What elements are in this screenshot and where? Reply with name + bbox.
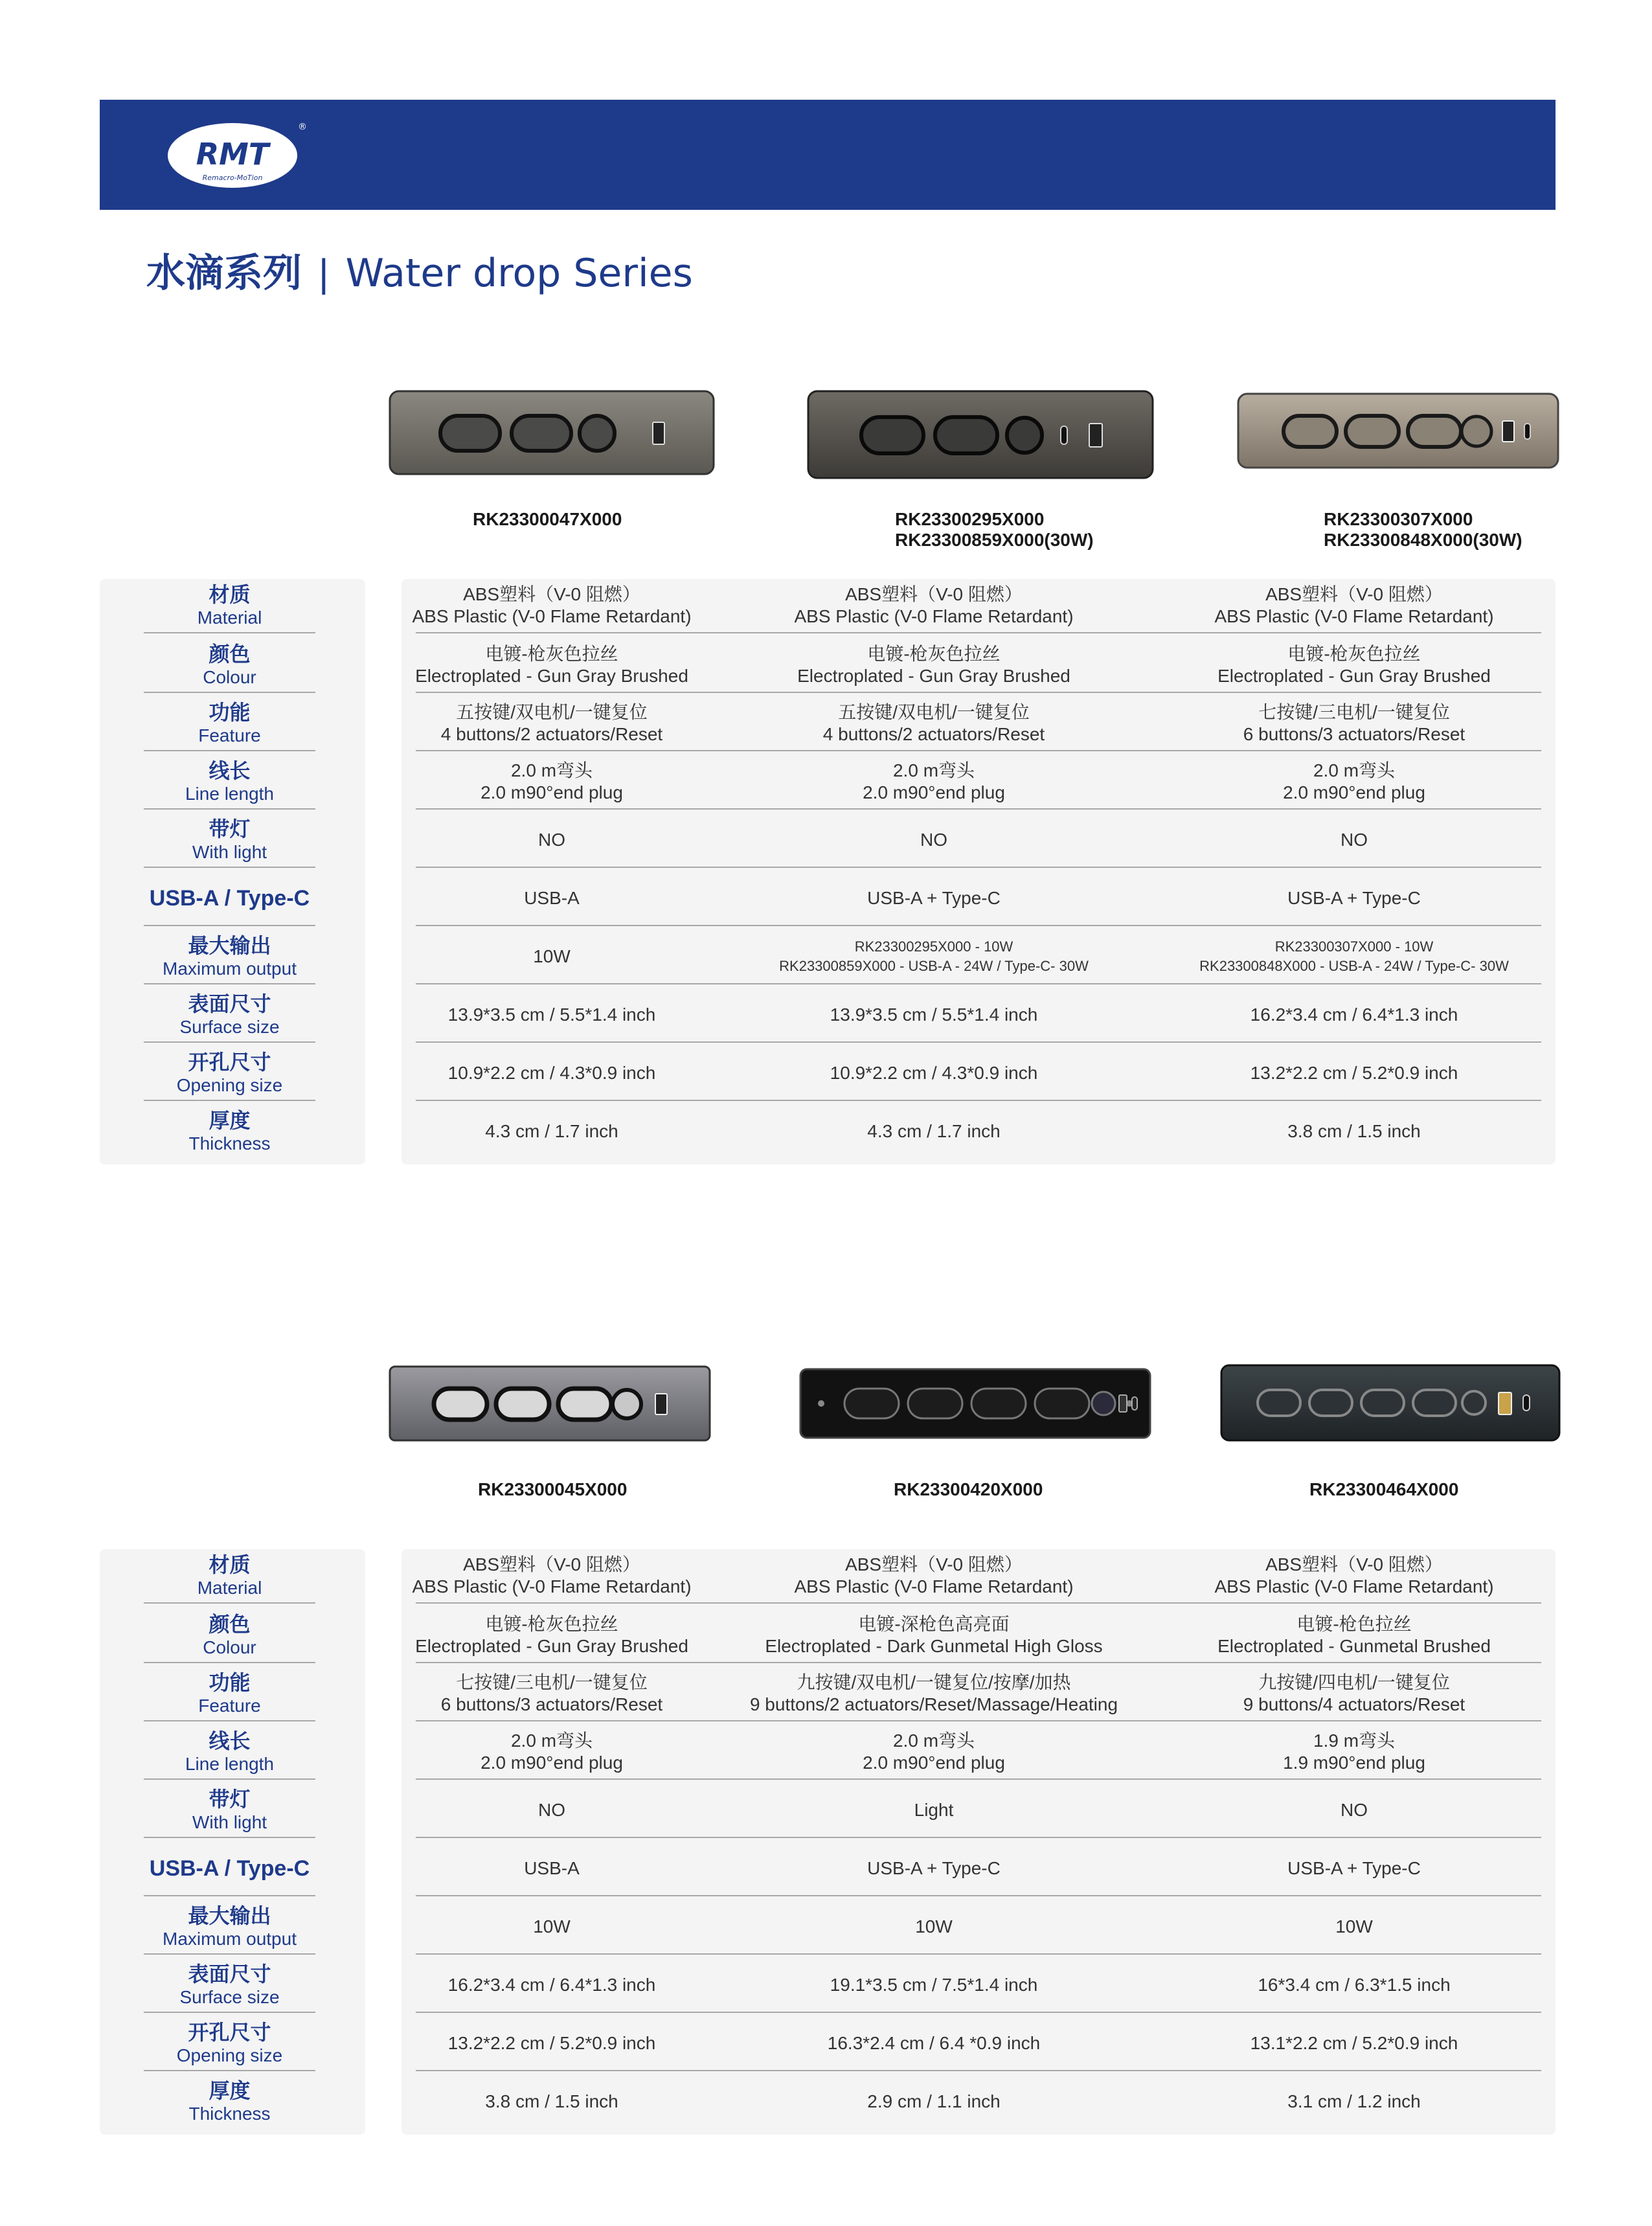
spec-cell: 13.9*3.5 cm / 5.5*1.4 inch [447, 1005, 656, 1025]
spec-table-group-1 [402, 579, 1556, 1164]
logo-tagline: Remacro-MoTion [202, 174, 263, 182]
spec-cell: 10W [915, 1916, 953, 1936]
spec-row-usb [416, 1842, 1541, 1896]
registered-mark: ® [298, 122, 307, 132]
spec-cell: ABS塑料（V-0 阻燃） ABS Plastic (V-0 Flame Retardant) [1214, 584, 1494, 626]
product-image-rk23300464x000 [1220, 1364, 1561, 1442]
spec-cell: 10W [1335, 1916, 1373, 1936]
spec-cell: 4.3 cm / 1.7 inch [485, 1121, 618, 1141]
spec-cell: 13.2*2.2 cm / 5.2*0.9 inch [447, 2033, 656, 2053]
spec-row-thickness [416, 1105, 1541, 1158]
spec-cell: 电镀-深枪色高亮面 Electroplated - Dark Gunmetal High Gloss [765, 1614, 1103, 1656]
spec-row-max-output [416, 930, 1541, 984]
model-line: RK23300420X000 [894, 1479, 1043, 1499]
label-with-light: 带灯 With light [144, 1784, 315, 1838]
model-number-6 [1309, 1479, 1458, 1500]
spec-cell: NO [538, 1800, 565, 1820]
spec-cell: ABS塑料（V-0 阻燃） ABS Plastic (V-0 Flame Retardant) [1214, 1554, 1494, 1596]
spec-cell: ABS塑料（V-0 阻燃） ABS Plastic (V-0 Flame Retardant) [794, 584, 1074, 626]
label-with-light: 带灯 With light [144, 813, 315, 868]
label-usb: USB-A / Type-C [144, 872, 315, 926]
spec-cell: NO [1341, 830, 1368, 850]
spec-cell: USB-A + Type-C [1287, 1858, 1421, 1878]
series-title-separator: | [319, 251, 329, 295]
spec-cell: 2.0 m弯头 2.0 m90°end plug [1283, 760, 1425, 802]
label-opening-size: 开孔尺寸 Opening size [144, 1047, 315, 1101]
spec-cell: ABS塑料（V-0 阻燃） ABS Plastic (V-0 Flame Retardant) [412, 1554, 692, 1596]
spec-cell: 16.2*3.4 cm / 6.4*1.3 inch [447, 1975, 656, 1995]
product-image-rk23300047x000 [389, 390, 715, 475]
spec-labels-group-1 [100, 579, 365, 1164]
product-image-rk23300045x000 [389, 1365, 711, 1442]
label-surface-size: 表面尺寸 Surface size [144, 1959, 315, 2013]
label-colour: 颜色 Colour [144, 1609, 315, 1663]
header-band [100, 100, 1556, 210]
model-number-2 [895, 509, 1094, 551]
spec-cell: NO [920, 830, 947, 850]
spec-cell: 19.1*3.5 cm / 7.5*1.4 inch [830, 1975, 1038, 1995]
spec-cell: 2.0 m弯头 2.0 m90°end plug [863, 1731, 1005, 1773]
spec-row-usb [416, 872, 1541, 926]
label-surface-size: 表面尺寸 Surface size [144, 988, 315, 1043]
label-colour: 颜色 Colour [144, 639, 315, 693]
spec-cell: 3.8 cm / 1.5 inch [485, 2091, 618, 2111]
spec-row-colour [416, 1609, 1541, 1663]
spec-row-max-output [416, 1900, 1541, 1955]
series-title-en: Water drop Series [345, 251, 693, 296]
spec-row-surface-size [416, 988, 1541, 1043]
spec-row-thickness [416, 2075, 1541, 2128]
label-feature: 功能 Feature [144, 1667, 315, 1721]
spec-row-material [412, 579, 1541, 633]
spec-cell: RK23300295X000 - 10W RK23300859X000 - USB-A - 24W / Type-C- 30W [779, 938, 1089, 974]
spec-cell: 10W [533, 946, 571, 966]
model-line: RK23300047X000 [473, 509, 622, 529]
spec-cell: 13.1*2.2 cm / 5.2*0.9 inch [1250, 2033, 1458, 2053]
product-image-rk23300295x000 [807, 390, 1154, 479]
label-thickness: 厚度 Thickness [188, 2079, 271, 2124]
rmt-logo [164, 118, 306, 190]
spec-cell: 3.8 cm / 1.5 inch [1287, 1121, 1421, 1141]
spec-cell: 五按键/双电机/一键复位 4 buttons/2 actuators/Reset [822, 702, 1045, 744]
spec-labels-group-2 [100, 1549, 365, 2135]
spec-cell: USB-A + Type-C [1287, 888, 1421, 908]
spec-cell: 2.9 cm / 1.1 inch [867, 2091, 1001, 2111]
label-thickness: 厚度 Thickness [188, 1109, 271, 1153]
spec-cell: 4.3 cm / 1.7 inch [867, 1121, 1001, 1141]
label-feature: 功能 Feature [144, 697, 315, 751]
spec-cell: USB-A + Type-C [867, 888, 1001, 908]
spec-cell: USB-A [524, 888, 580, 908]
model-number-4 [478, 1479, 627, 1500]
series-title [146, 247, 693, 299]
spec-cell: 电镀-枪灰色拉丝 Electroplated - Gun Gray Brushed [1217, 644, 1491, 686]
spec-cell: 电镀-枪色拉丝 Electroplated - Gunmetal Brushed [1217, 1614, 1491, 1656]
label-opening-size: 开孔尺寸 Opening size [144, 2017, 315, 2071]
spec-cell: 电镀-枪灰色拉丝 Electroplated - Gun Gray Brushed [415, 1614, 688, 1656]
label-max-output: 最大输出 Maximum output [144, 1900, 315, 1955]
spec-cell: 九按键/双电机/一键复位/按摩/加热 9 buttons/2 actuators/Reset/Massage/Heating [749, 1672, 1118, 1714]
spec-cell: 13.9*3.5 cm / 5.5*1.4 inch [830, 1005, 1038, 1025]
spec-cell: ABS塑料（V-0 阻燃） ABS Plastic (V-0 Flame Retardant) [794, 1554, 1074, 1596]
model-number-3 [1324, 509, 1522, 551]
model-line: RK23300307X000 [1324, 509, 1473, 529]
spec-cell: NO [538, 830, 565, 850]
spec-cell: 16.2*3.4 cm / 6.4*1.3 inch [1250, 1005, 1458, 1025]
spec-row-with-light [416, 813, 1541, 868]
spec-cell: NO [1341, 1800, 1368, 1820]
spec-cell: 电镀-枪灰色拉丝 Electroplated - Gun Gray Brushed [415, 644, 688, 686]
spec-row-colour [416, 639, 1541, 693]
label-max-output: 最大输出 Maximum output [144, 930, 315, 984]
model-line: RK23300045X000 [478, 1479, 628, 1499]
spec-cell: 2.0 m弯头 2.0 m90°end plug [481, 760, 623, 802]
spec-cell: RK23300307X000 - 10W RK23300848X000 - USB-A - 24W / Type-C- 30W [1199, 938, 1509, 974]
spec-cell: 九按键/四电机/一键复位 9 buttons/4 actuators/Reset [1243, 1672, 1465, 1714]
spec-cell: 五按键/双电机/一键复位 4 buttons/2 actuators/Reset [440, 702, 663, 744]
spec-row-feature [416, 697, 1541, 751]
spec-cell: 10.9*2.2 cm / 4.3*0.9 inch [447, 1063, 656, 1083]
spec-cell: 1.9 m弯头 1.9 m90°end plug [1283, 1731, 1425, 1773]
spec-row-opening-size [416, 1047, 1541, 1101]
spec-cell: 3.1 cm / 1.2 inch [1287, 2091, 1421, 2111]
spec-row-surface-size [416, 1959, 1541, 2013]
spec-table-group-2 [402, 1549, 1556, 2135]
spec-cell: 16.3*2.4 cm / 6.4 *0.9 inch [827, 2033, 1041, 2053]
spec-cell: 10.9*2.2 cm / 4.3*0.9 inch [830, 1063, 1038, 1083]
spec-cell: ABS塑料（V-0 阻燃） ABS Plastic (V-0 Flame Retardant) [412, 584, 692, 626]
product-image-rk23300420x000 [799, 1368, 1151, 1439]
spec-row-feature [416, 1667, 1541, 1721]
label-line-length: 线长 Line length [144, 755, 315, 810]
spec-cell: 10W [533, 1916, 571, 1936]
logo-text: RMT [196, 137, 269, 172]
spec-cell: 电镀-枪灰色拉丝 Electroplated - Gun Gray Brushed [797, 644, 1070, 686]
spec-cell: USB-A + Type-C [867, 1858, 1001, 1878]
product-image-rk23300307x000 [1237, 392, 1559, 469]
spec-row-with-light [416, 1784, 1541, 1838]
series-title-cn: 水滴系列 [146, 251, 302, 295]
spec-cell: 2.0 m弯头 2.0 m90°end plug [863, 760, 1005, 802]
spec-row-opening-size [416, 2017, 1541, 2071]
label-line-length: 线长 Line length [144, 1725, 315, 1780]
spec-cell: USB-A [524, 1858, 580, 1878]
spec-row-line-length [416, 755, 1541, 810]
label-material: 材质 Material [144, 579, 315, 633]
spec-row-line-length [416, 1725, 1541, 1780]
spec-cell: Light [914, 1800, 954, 1820]
spec-cell: 七按键/三电机/一键复位 6 buttons/3 actuators/Reset [1243, 702, 1465, 744]
label-material: 材质 Material [144, 1549, 315, 1604]
spec-row-material [412, 1549, 1541, 1604]
spec-cell: 2.0 m弯头 2.0 m90°end plug [481, 1731, 623, 1773]
spec-cell: 16*3.4 cm / 6.3*1.5 inch [1258, 1975, 1451, 1995]
model-line: RK23300295X000 [895, 509, 1045, 529]
model-line: RK23300859X000(30W) [895, 530, 1094, 550]
label-usb: USB-A / Type-C [144, 1842, 315, 1896]
model-line: RK23300464X000 [1309, 1479, 1459, 1499]
model-number-1 [473, 509, 622, 530]
model-line: RK23300848X000(30W) [1324, 530, 1522, 550]
model-number-5 [894, 1479, 1043, 1500]
spec-cell: 13.2*2.2 cm / 5.2*0.9 inch [1250, 1063, 1458, 1083]
spec-cell: 七按键/三电机/一键复位 6 buttons/3 actuators/Reset [440, 1672, 663, 1714]
